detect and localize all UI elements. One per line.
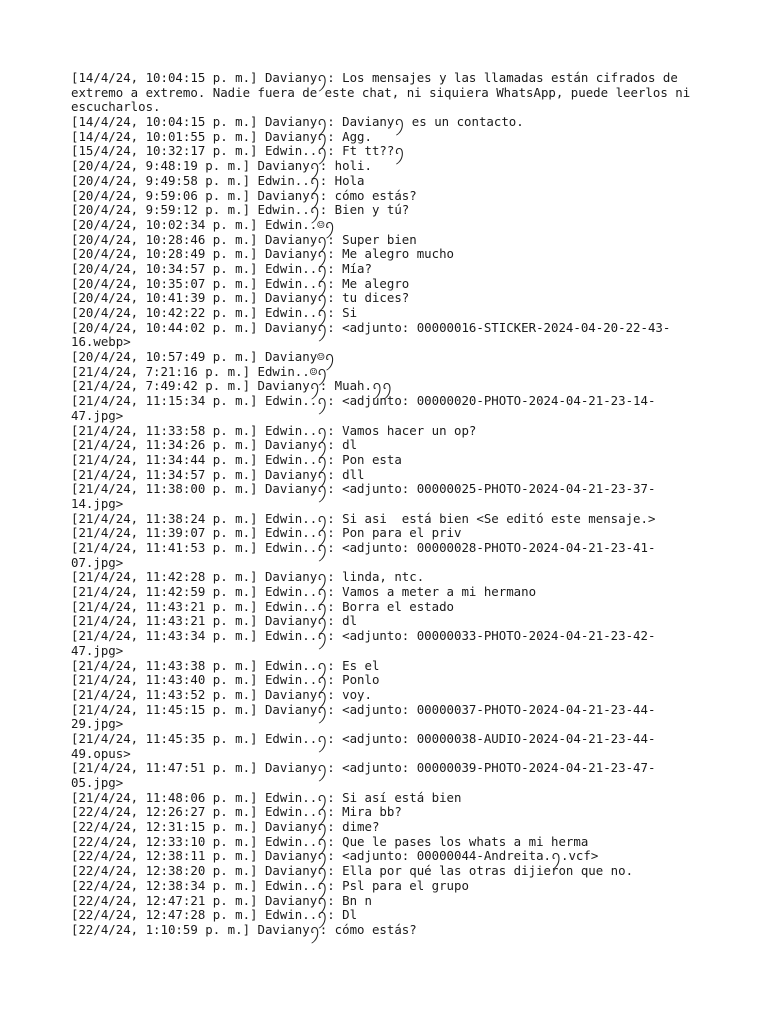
chat-line: [20/4/24, 10:35:07 p. m.] Edwin..ꪆ: Me alegro [71, 275, 410, 291]
chat-line: 16.webp> [71, 334, 131, 350]
chat-line: [20/4/24, 10:41:39 p. m.] Davianyꪆ: tu dices? [71, 290, 410, 306]
chat-line: [22/4/24, 12:38:20 p. m.] Davianyꪆ: Ella por qué las otras dijieron que no. [71, 863, 634, 879]
chat-line: [21/4/24, 11:45:15 p. m.] Davianyꪆ: <adjunto: 00000037-PHOTO-2024-04-21-23-44- [71, 701, 656, 717]
chat-line: [20/4/24, 10:28:46 p. m.] Davianyꪆ: Super bien [71, 231, 417, 247]
chat-line: [21/4/24, 11:43:34 p. m.] Edwin..ꪆ: <adjunto: 00000033-PHOTO-2024-04-21-23-42- [71, 628, 656, 644]
chat-line: [21/4/24, 11:15:34 p. m.] Edwin..ꪆ: <adjunto: 00000020-PHOTO-2024-04-21-23-14- [71, 393, 656, 409]
chat-line: [21/4/24, 11:41:53 p. m.] Edwin..ꪆ: <adjunto: 00000028-PHOTO-2024-04-21-23-41- [71, 540, 656, 555]
chat-line: 47.jpg> [71, 642, 124, 658]
chat-line: [21/4/24, 11:34:26 p. m.] Davianyꪆ: dl [71, 437, 358, 453]
chat-line: [20/4/24, 10:34:57 p. m.] Edwin..ꪆ: Mía? [71, 260, 372, 276]
chat-line: [22/4/24, 1:10:59 p. m.] Davianyꪆ: cómo estás? [71, 921, 417, 937]
chat-line: extremo a extremo. Nadie fuera de este chat, ni siquiera WhatsApp, puede leerlos ni [71, 84, 691, 100]
chat-line: [22/4/24, 12:33:10 p. m.] Edwin..ꪆ: Que le pases los whats a mi herma [71, 833, 589, 849]
chat-line: [20/4/24, 9:48:19 p. m.] Davianyꪆ: holi. [71, 158, 372, 174]
chat-line: [20/4/24, 9:49:58 p. m.] Edwin..ꪆ: Hola [71, 172, 365, 188]
chat-line: [21/4/24, 11:39:07 p. m.] Edwin..ꪆ: Pon para el priv [71, 525, 462, 541]
chat-line: [20/4/24, 10:44:02 p. m.] Davianyꪆ: <adjunto: 00000016-STICKER-2024-04-20-22-43- [71, 319, 671, 335]
chat-line: 49.opus> [71, 745, 131, 761]
chat-line: [21/4/24, 11:42:28 p. m.] Davianyꪆ: linda, ntc. [71, 569, 425, 585]
chat-line: [21/4/24, 11:48:06 p. m.] Edwin..ꪆ: Si así está bien [71, 789, 462, 805]
chat-line: [22/4/24, 12:38:11 p. m.] Davianyꪆ: <adjunto: 00000044-Andreita.ꪆ.vcf> [71, 848, 599, 864]
chat-line: [21/4/24, 7:21:16 p. m.] Edwin..☺ꪆ [71, 363, 328, 379]
chat-line: [21/4/24, 11:47:51 p. m.] Davianyꪆ: <adjunto: 00000039-PHOTO-2024-04-21-23-47- [71, 760, 656, 776]
chat-line: [14/4/24, 10:04:15 p. m.] Davianyꪆ: Los mensajes y las llamadas están cifrados de [71, 70, 678, 85]
chat-line: [21/4/24, 11:38:00 p. m.] Davianyꪆ: <adjunto: 00000025-PHOTO-2024-04-21-23-37- [71, 481, 656, 497]
chat-line: [21/4/24, 11:38:24 p. m.] Edwin..ꪆ: Si asi está bien <Se editó este mensaje.> [71, 510, 656, 526]
chat-line: [14/4/24, 10:01:55 p. m.] Davianyꪆ: Agg. [71, 128, 372, 144]
chat-line: [14/4/24, 10:04:15 p. m.] Davianyꪆ: Davianyꪆ es un contacto. [71, 114, 524, 130]
chat-line: [20/4/24, 10:02:34 p. m.] Edwin..☺ꪆ [71, 216, 335, 232]
chat-line: [20/4/24, 10:28:49 p. m.] Davianyꪆ: Me alegro mucho [71, 246, 455, 262]
chat-line: [20/4/24, 10:57:49 p. m.] Daviany☺ꪆ [71, 349, 335, 365]
chat-line: [21/4/24, 7:49:42 p. m.] Davianyꪆ: Muah.ꪆꪆ [71, 378, 392, 394]
chat-line: [21/4/24, 11:33:58 p. m.] Edwin..ꪆ: Vamos hacer un op? [71, 422, 477, 438]
chat-line: [21/4/24, 11:34:57 p. m.] Davianyꪆ: dll [71, 466, 365, 482]
chat-line: [20/4/24, 9:59:06 p. m.] Davianyꪆ: cómo estás? [71, 187, 417, 203]
chat-log [71, 71, 711, 938]
chat-line: [21/4/24, 11:42:59 p. m.] Edwin..ꪆ: Vamos a meter a mi hermano [71, 584, 537, 600]
chat-line: [22/4/24, 12:47:28 p. m.] Edwin..ꪆ: Dl [71, 907, 358, 923]
chat-line: 14.jpg> [71, 495, 124, 511]
chat-line: 29.jpg> [71, 716, 124, 732]
chat-line: [21/4/24, 11:45:35 p. m.] Edwin..ꪆ: <adjunto: 00000038-AUDIO-2024-04-21-23-44- [71, 730, 656, 746]
chat-line: [22/4/24, 12:26:27 p. m.] Edwin..ꪆ: Mira bb? [71, 804, 402, 820]
chat-line: [21/4/24, 11:43:21 p. m.] Edwin..ꪆ: Borra el estado [71, 598, 455, 614]
chat-line: [22/4/24, 12:38:34 p. m.] Edwin..ꪆ: Psl para el grupo [71, 877, 469, 893]
chat-line: [22/4/24, 12:31:15 p. m.] Davianyꪆ: dime? [71, 819, 380, 835]
chat-line: [20/4/24, 9:59:12 p. m.] Edwin..ꪆ: Bien y tú? [71, 202, 410, 218]
chat-line: [21/4/24, 11:43:40 p. m.] Edwin..ꪆ: Ponlo [71, 672, 380, 688]
chat-line: escucharlos. [71, 99, 161, 115]
chat-line: [22/4/24, 12:47:21 p. m.] Davianyꪆ: Bn n [71, 892, 372, 908]
chat-line: [15/4/24, 10:32:17 p. m.] Edwin..ꪆ: Ft tt??ꪆ [71, 143, 405, 159]
chat-line: [21/4/24, 11:34:44 p. m.] Edwin..ꪆ: Pon esta [71, 451, 402, 467]
chat-line: [21/4/24, 11:43:21 p. m.] Davianyꪆ: dl [71, 613, 358, 629]
chat-line: [20/4/24, 10:42:22 p. m.] Edwin..ꪆ: Si [71, 305, 358, 320]
chat-line: 07.jpg> [71, 554, 124, 570]
chat-line: 47.jpg> [71, 407, 124, 423]
chat-line: 05.jpg> [71, 775, 124, 790]
chat-line: [21/4/24, 11:43:38 p. m.] Edwin..ꪆ: Es el [71, 657, 380, 673]
chat-line: [21/4/24, 11:43:52 p. m.] Davianyꪆ: voy. [71, 686, 372, 702]
